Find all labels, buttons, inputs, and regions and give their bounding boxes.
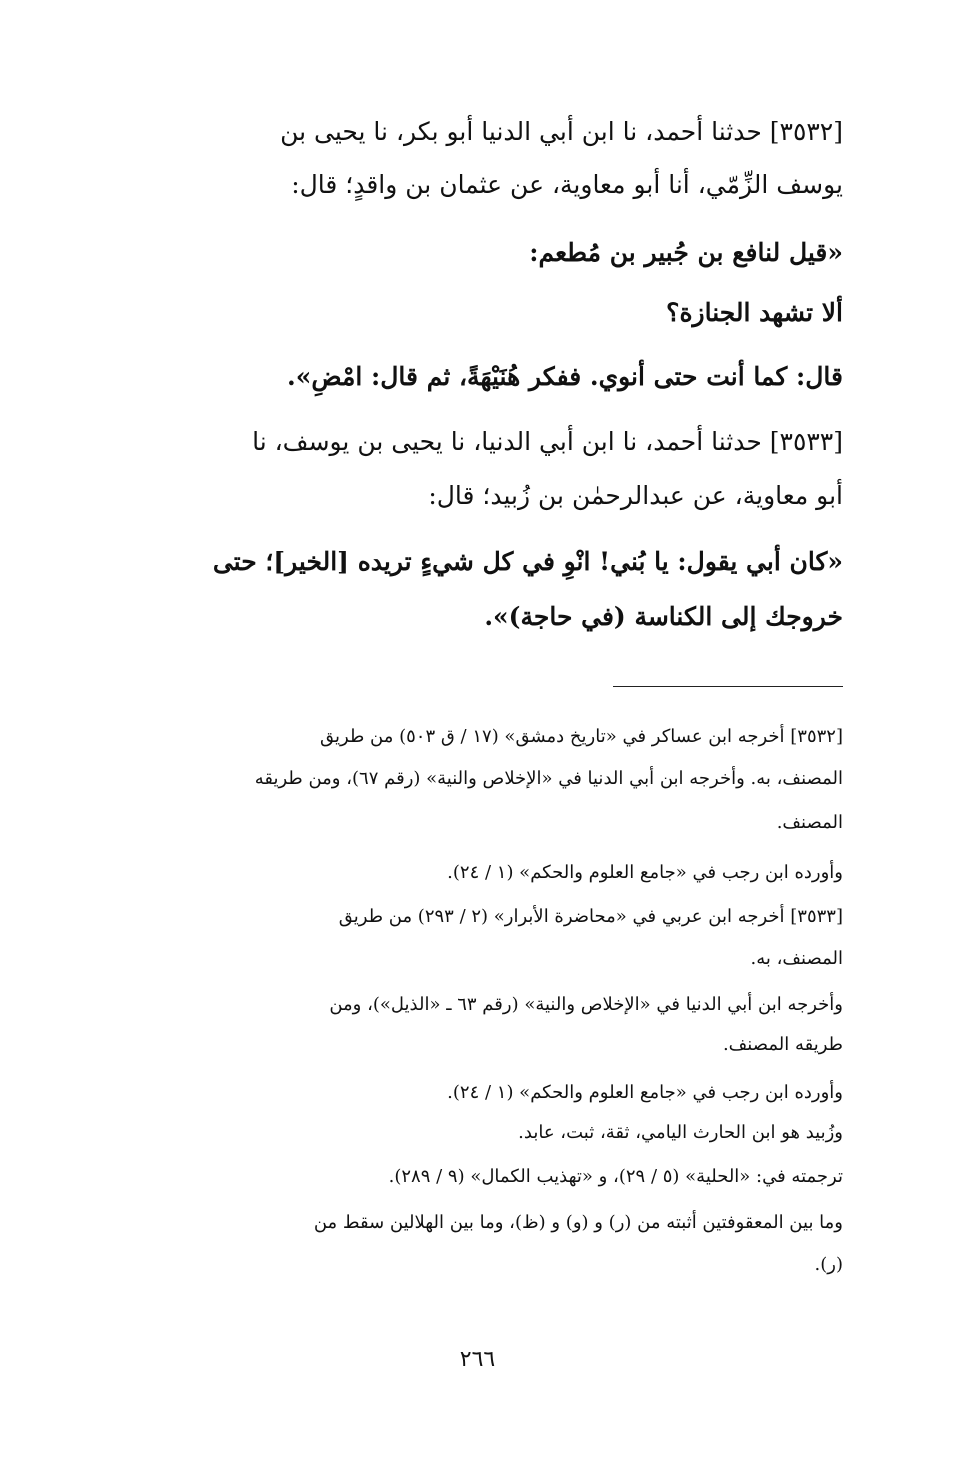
footnote-separator (613, 686, 843, 687)
footnote-3533-ibn-abi-dunya-line-2: طريقه المصنف. (722, 1034, 843, 1055)
footnote-3533-biography: ترجمته في: «الحلية» (٥ / ٢٩)، و «تهذيب الكمال» (٩ / ٢٨٩). (388, 1166, 843, 1187)
footnote-3533-ibn-rajab: وأورده ابن رجب في «جامع العلوم والحكم» (١ / ٢٤). (447, 1082, 843, 1103)
quote-3533-line-2: خروجك إلى الكناسة (في حاجة)». (484, 602, 843, 631)
footnote-3532-line-2: المصنف، به. وأخرجه ابن أبي الدنيا في «الإخلاص والنية» (رقم ٦٧)، ومن طريقه (254, 768, 843, 789)
footnote-3532-line-1: [٣٥٣٢] أخرجه ابن عساكر في «تاريخ دمشق» (١٧ / ق ٥٠٣) من طريق (320, 726, 843, 747)
footnote-3533-brackets-line-1: وما بين المعقوفتين أثبته من (ر) و (و) و (ظ)، وما بين الهلالين سقط من (313, 1212, 843, 1233)
quote-3533-line-1: «كان أبي يقول: يا بُني! انْوِ في كل شيءٍ تريده [الخير]؛ حتى (212, 547, 843, 576)
footnote-3533-ibn-abi-dunya-line-1: وأخرجه ابن أبي الدنيا في «الإخلاص والنية» (رقم ٦٣ ـ «الذيل»)، ومن (329, 994, 843, 1015)
hadith-3533-line-1: [٣٥٣٣] حدثنا أحمد، نا ابن أبي الدنيا، نا يحيى بن يوسف، نا (252, 427, 843, 456)
quote-3532-line-2: ألا تشهد الجنازة؟ (666, 298, 843, 327)
page-number: ٢٦٦ (459, 1347, 496, 1372)
hadith-3533-line-2: أبو معاوية، عن عبدالرحمٰن بن زُبيد؛ قال: (428, 481, 843, 510)
hadith-3532-line-1: [٣٥٣٢] حدثنا أحمد، نا ابن أبي الدنيا أبو بكر، نا يحيى بن (280, 117, 843, 146)
quote-3532-line-1: «قيل لنافع بن جُبير بن مُطعم: (529, 238, 843, 267)
footnote-3533-brackets-line-2: (ر). (814, 1254, 843, 1275)
footnote-3532-ibn-rajab: وأورده ابن رجب في «جامع العلوم والحكم» (١ / ٢٤). (447, 862, 843, 883)
quote-3532-line-3: قال: كما أنت حتى أنوي. ففكر هُنَيْهَةً، ثم قال: امْضِ». (287, 362, 843, 391)
footnote-3533-zubaid: وزُبيد هو ابن الحارث اليامي، ثقة، ثبت، عابد. (518, 1122, 843, 1143)
footnote-3532-line-3: المصنف. (776, 812, 843, 833)
hadith-3532-line-2: يوسف الزِّمّي، أنا أبو معاوية، عن عثمان بن واقدٍ؛ قال: (291, 170, 843, 199)
footnote-3533-line-2: المصنف، به. (750, 948, 843, 969)
footnote-3533-line-1: [٣٥٣٣] أخرجه ابن عربي في «محاضرة الأبرار» (٢ / ٢٩٣) من طريق (338, 906, 843, 927)
